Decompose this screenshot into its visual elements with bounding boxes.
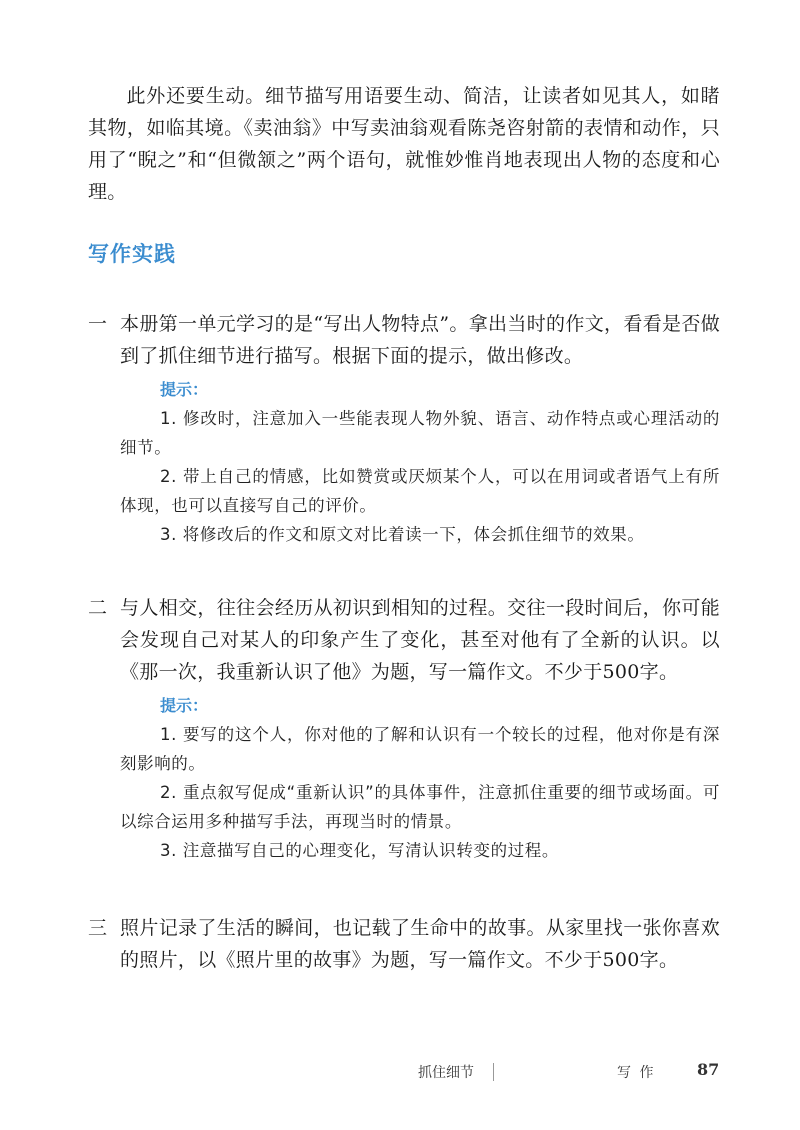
exercise-text: 本册第一单元学习的是“写出人物特点”。拿出当时的作文，看看是否做到了抓住细节进行描写。根据下面的提示，做出修改。: [120, 313, 720, 367]
tip-item: 2. 带上自己的情感，比如赞赏或厌烦某个人，可以在用词或者语气上有所体现，也可以直接写自己的评价。: [120, 467, 720, 515]
exercise-number: 一: [88, 313, 108, 335]
section-title: 写作实践: [88, 242, 176, 266]
exercise-text: 照片记录了生活的瞬间，也记载了生命中的故事。从家里找一张你喜欢的照片，以《照片里的故事》为题，写一篇作文。不少于500字。: [120, 917, 720, 971]
exercise-number: 三: [88, 917, 108, 939]
exercise-item-3: [88, 912, 720, 976]
intro-paragraph: [88, 80, 720, 208]
tip-label: 提示：: [160, 696, 209, 715]
footer-chapter: 抓住细节: [418, 1065, 474, 1081]
page-number: 87: [697, 1060, 720, 1079]
footer-divider: [493, 1063, 494, 1081]
intro-text: 此外还要生动。细节描写用语要生动、简洁，让读者如见其人，如睹其物，如临其境。《卖油翁》中写卖油翁观看陈尧咨射箭的表情和动作，只用了“睨之”和“但微颔之”两个语句，就惟妙惟肖地表现出人物的态度和心理。: [88, 85, 720, 203]
exercise-item-2: [88, 592, 720, 865]
exercise-text: 与人相交，往往会经历从初识到相知的过程。交往一段时间后，你可能会发现自己对某人的印象产生了变化，甚至对他有了全新的认识。以《那一次，我重新认识了他》为题，写一篇作文。不少于500字。: [120, 597, 720, 683]
tip-item: 3. 将修改后的作文和原文对比着读一下，体会抓住细节的效果。: [160, 525, 645, 544]
tip-item: 2. 重点叙写促成“重新认识”的具体事件，注意抓住重要的细节或场面。可以综合运用多种描写手法，再现当时的情景。: [120, 783, 720, 831]
tip-item: 1. 修改时，注意加入一些能表现人物外貌、语言、动作特点或心理活动的细节。: [120, 409, 720, 457]
exercise-item-1: [88, 308, 720, 549]
exercise-number: 二: [88, 597, 108, 619]
footer-section: 写 作: [617, 1065, 656, 1081]
tip-label: 提示：: [160, 380, 209, 399]
tip-item: 1. 要写的这个人，你对他的了解和认识有一个较长的过程，他对你是有深刻影响的。: [120, 725, 720, 773]
tip-item: 3. 注意描写自己的心理变化，写清认识转变的过程。: [160, 841, 559, 860]
